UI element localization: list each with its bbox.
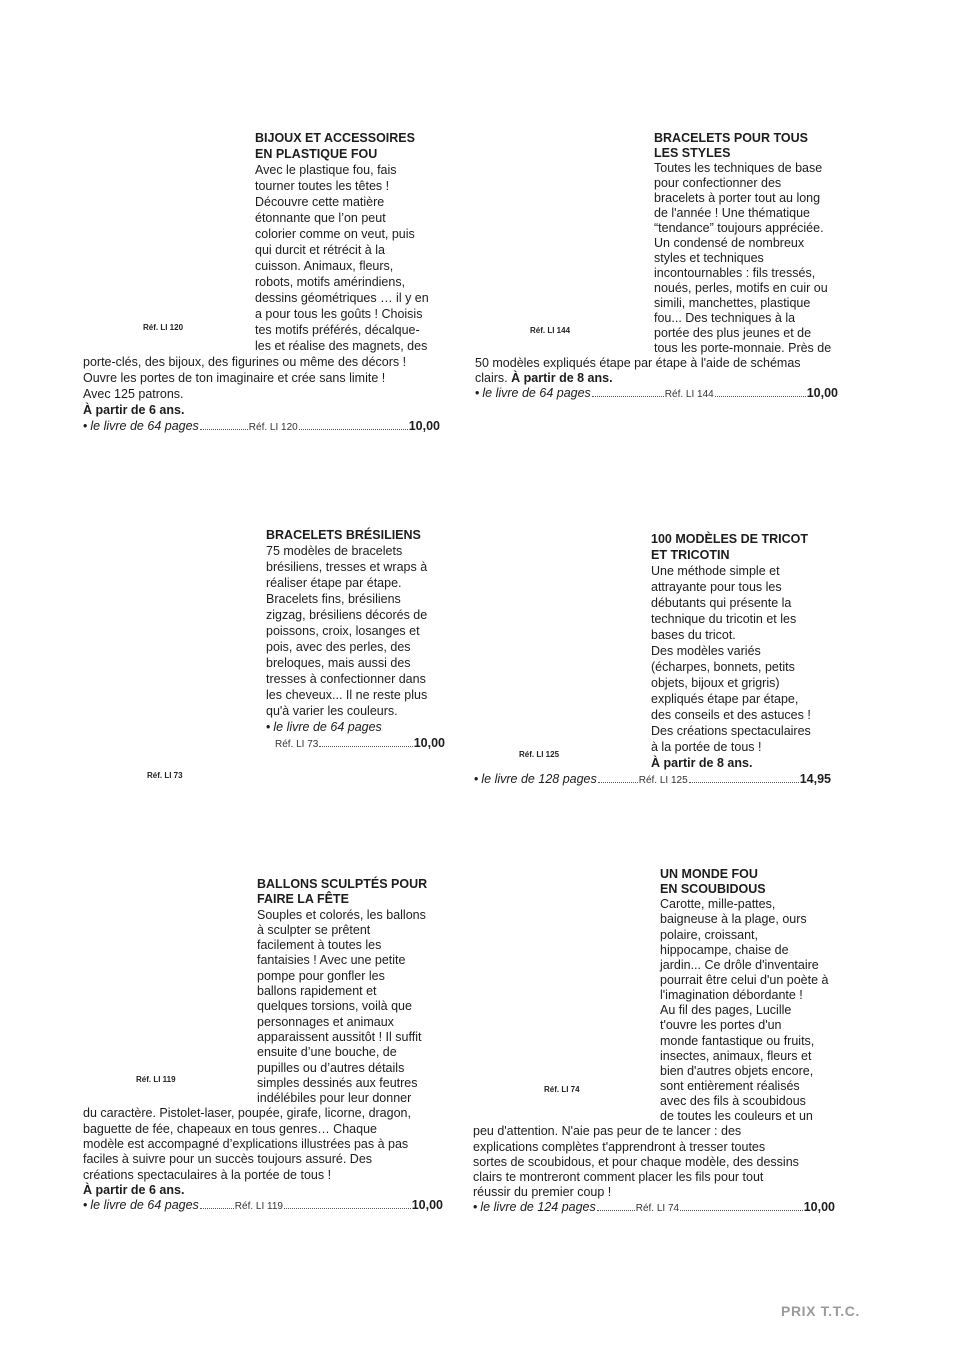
- description-line: portée des plus jeunes et de: [654, 326, 812, 340]
- description-line: breloques, mais aussi des: [266, 656, 411, 670]
- description-line: Toutes les techniques de base: [654, 161, 823, 175]
- description-line: (écharpes, bonnets, petits: [651, 660, 795, 674]
- description-line: à sculpter se prêtent: [257, 922, 371, 937]
- description-line: Une méthode simple et: [651, 564, 780, 578]
- dot-leader: [680, 1210, 803, 1211]
- age-range: À partir de 8 ans.: [511, 371, 613, 385]
- description-line: hippocampe, chaise de: [660, 942, 789, 957]
- description-line: personnages et animaux: [257, 1014, 394, 1029]
- bullet: •: [83, 419, 88, 433]
- book-format: le livre de 64 pages: [273, 720, 382, 734]
- description-line: quelques torsions, voilà que: [257, 999, 412, 1014]
- description-line: tourner toutes les têtes !: [255, 179, 390, 193]
- reference-code: Réf. LI 120: [248, 422, 298, 433]
- description-line: fou... Des techniques à la: [654, 311, 796, 325]
- description-line: Ouvre les portes de ton imaginaire et crée sans limite !: [83, 371, 386, 385]
- reference-code: Réf. LI 73: [275, 739, 319, 750]
- prices-incl-tax-note: PRIX T.T.C.: [781, 1303, 860, 1319]
- description-line: apparaissent aussitôt ! Il suffit: [257, 1029, 422, 1044]
- description-line: bien d'autres objets encore,: [660, 1063, 814, 1078]
- bullet: •: [266, 720, 271, 734]
- dot-leader: [715, 396, 806, 397]
- description-line: poissons, croix, losanges et: [266, 624, 420, 638]
- description-line: pois, avec des perles, des: [266, 640, 411, 654]
- description-line: baigneuse à la plage, ours: [660, 912, 807, 927]
- reference-code: Réf. LI 144: [664, 389, 714, 400]
- description-line: Avec 125 patrons.: [83, 387, 184, 401]
- product-title: EN PLASTIQUE FOU: [255, 147, 378, 161]
- description-line: noués, perles, motifs en cuir ou: [654, 281, 828, 295]
- dot-leader: [597, 1210, 635, 1211]
- age-range: À partir de 6 ans.: [83, 1182, 185, 1197]
- price-line: [83, 1198, 443, 1213]
- description-line: peu d'attention. N'aie pas peur de te lancer : des: [473, 1124, 742, 1139]
- description-line: sont entièrement réalisés: [660, 1078, 800, 1093]
- description-line: technique du tricotin et les: [651, 612, 797, 626]
- description-line: les et réalise des magnets, des: [255, 339, 428, 353]
- product-title: UN MONDE FOU: [660, 867, 758, 881]
- bullet: •: [474, 772, 479, 786]
- description-line: tes motifs préférés, décalque-: [255, 323, 420, 337]
- description-line: Des créations spectaculaires: [651, 724, 811, 738]
- price: 10,00: [411, 1198, 443, 1213]
- description-line: ensuite d’une bouche, de: [257, 1045, 397, 1060]
- description-line: Carotte, mille-pattes,: [660, 897, 776, 912]
- product-title: LES STYLES: [654, 146, 731, 160]
- book-format: le livre de 124 pages: [480, 1200, 596, 1215]
- product-monde-fou-scoubidous: [473, 867, 835, 1215]
- description-line: de toutes les couleurs et un: [660, 1109, 813, 1124]
- product-title: FAIRE LA FÊTE: [257, 892, 349, 907]
- dot-leader: [592, 396, 664, 397]
- price-line: [83, 418, 440, 434]
- description-line: tous les porte-monnaie. Près de: [654, 341, 832, 355]
- description-line: robots, motifs amérindiens,: [255, 275, 406, 289]
- age-range: À partir de 8 ans.: [651, 756, 753, 770]
- description-line: pourrait être celui d'un poète à: [660, 972, 829, 987]
- description-line: t'ouvre les portes d'un: [660, 1018, 782, 1033]
- image-ref-label: Réf. LI 74: [544, 1085, 580, 1094]
- description-line: réussir du premier coup !: [473, 1184, 612, 1199]
- product-title: BRACELETS POUR TOUS: [654, 131, 808, 145]
- description-line: réaliser étape par étape.: [266, 576, 402, 590]
- description-line: Bracelets fins, brésiliens: [266, 592, 401, 606]
- description-line: indélébiles pour leur donner: [257, 1091, 412, 1106]
- description-line: bases du tricot.: [651, 628, 736, 642]
- description-line: zigzag, brésiliens décorés de: [266, 608, 428, 622]
- description-line: Un condensé de nombreux: [654, 236, 805, 250]
- product-bijoux-plastique-fou: [83, 130, 440, 434]
- price: 10,00: [803, 1200, 835, 1215]
- description-line: tresses à confectionner dans: [266, 672, 426, 686]
- description-line: faciles à suivre pour un succès toujours assuré. Des: [83, 1152, 373, 1167]
- description-line: modèle est accompagné d’explications illustrées pas à pas: [83, 1137, 409, 1152]
- image-ref-label: Réf. LI 73: [147, 771, 183, 780]
- description-line: étonnante que l’on peut: [255, 211, 386, 225]
- book-format: le livre de 64 pages: [482, 386, 591, 400]
- description-line: jardin... Ce drôle d'inventaire: [660, 957, 819, 972]
- description-line: baguette de fée, chapeaux en tous genres… Chaque: [83, 1121, 377, 1136]
- description-line: des conseils et des astuces !: [651, 708, 811, 722]
- description-line: facilement à toutes les: [257, 938, 382, 953]
- dot-leader: [598, 782, 638, 783]
- description-line: incontournables : fils tressés,: [654, 266, 816, 280]
- description-line: attrayante pour tous les: [651, 580, 782, 594]
- dot-leader: [200, 429, 248, 430]
- description-line: objets, bijoux et grigris): [651, 676, 780, 690]
- description-line: du caractère. Pistolet-laser, poupée, girafe, licorne, dragon,: [83, 1106, 411, 1121]
- product-title: BALLONS SCULPTÉS POUR: [257, 877, 428, 891]
- price-line: [473, 1200, 835, 1215]
- price: 10,00: [806, 386, 838, 400]
- product-ballons-sculptes: [83, 877, 443, 1214]
- book-format: le livre de 64 pages: [90, 1198, 199, 1213]
- description-line: à la portée de tous !: [651, 740, 762, 754]
- description-line: pupilles ou d’autres détails: [257, 1060, 405, 1075]
- description-line: cuisson. Animaux, fleurs,: [255, 259, 394, 273]
- description-line: pour confectionner des: [654, 176, 782, 190]
- dot-leader: [689, 782, 799, 783]
- description-line: 50 modèles expliqués étape par étape à l'aide de schémas: [475, 356, 801, 370]
- product-title: EN SCOUBIDOUS: [660, 882, 766, 897]
- description-line: 75 modèles de bracelets: [266, 544, 403, 558]
- description-line: polaire, croissant,: [660, 927, 758, 942]
- description-line: bracelets à porter tout au long: [654, 191, 821, 205]
- description-line: brésiliens, tresses et wraps à: [266, 560, 428, 574]
- description-line: ballons rapidement et: [257, 984, 377, 999]
- description-text: clairs.: [475, 371, 508, 385]
- price-line: [474, 771, 831, 787]
- age-range: À partir de 6 ans.: [83, 403, 185, 417]
- description-line: Au fil des pages, Lucille: [660, 1003, 792, 1018]
- image-ref-label: Réf. LI 144: [530, 326, 571, 335]
- product-bracelets-tous-styles: [475, 131, 838, 401]
- dot-leader: [319, 746, 412, 747]
- description-line: sortes de scoubidous, et pour chaque modèle, des dessins: [473, 1154, 799, 1169]
- bullet: •: [473, 1200, 478, 1215]
- product-title: ET TRICOTIN: [651, 548, 730, 562]
- price: 10,00: [413, 736, 445, 750]
- price-line: [475, 386, 838, 401]
- bullet: •: [475, 386, 480, 400]
- book-format: le livre de 128 pages: [481, 772, 597, 786]
- description-line: insectes, animaux, fleurs et: [660, 1048, 812, 1063]
- description-line: porte-clés, des bijoux, des figurines ou même des décors !: [83, 355, 407, 369]
- description-line: avec des fils à scoubidous: [660, 1094, 806, 1109]
- reference-code: Réf. LI 125: [638, 775, 688, 786]
- price: 10,00: [408, 419, 440, 433]
- reference-code: Réf. LI 74: [635, 1203, 680, 1215]
- product-title: 100 MODÈLES DE TRICOT: [651, 532, 808, 546]
- description-line: simples dessinés aux feutres: [257, 1075, 418, 1090]
- description-line: dessins géométriques … il y en: [255, 291, 429, 305]
- description-line: a pour tous les goûts ! Choisis: [255, 307, 423, 321]
- description-line: créations spectaculaires à la portée de tous !: [83, 1167, 332, 1182]
- description-line: qu'à varier les couleurs.: [266, 704, 398, 718]
- dot-leader: [200, 1208, 234, 1209]
- description-line: clairs te montreront comment placer les fils pour tout: [473, 1169, 764, 1184]
- description-line: Avec le plastique fou, fais: [255, 163, 397, 177]
- description-line: styles et techniques: [654, 251, 764, 265]
- description-line: colorier comme on veut, puis: [255, 227, 415, 241]
- description-line: [475, 371, 838, 386]
- description-line: de l'année ! Une thématique: [654, 206, 810, 220]
- image-ref-label: Réf. LI 120: [143, 323, 184, 332]
- dot-leader: [299, 429, 408, 430]
- description-line: les cheveux... Il ne reste plus: [266, 688, 428, 702]
- book-format: le livre de 64 pages: [90, 419, 199, 433]
- reference-code: Réf. LI 119: [234, 1201, 283, 1213]
- format-line: [266, 719, 445, 735]
- product-bracelets-bresiliens: [266, 527, 445, 751]
- image-ref-label: Réf. LI 125: [519, 750, 560, 759]
- description-line: monde fantastique ou fruits,: [660, 1033, 815, 1048]
- description-line: Souples et colorés, les ballons: [257, 907, 426, 922]
- description-line: débutants qui présente la: [651, 596, 792, 610]
- image-ref-label: Réf. LI 119: [136, 1075, 176, 1084]
- product-title: BRACELETS BRÉSILIENS: [266, 528, 421, 542]
- dot-leader: [284, 1208, 411, 1209]
- description-line: explications complètes t'apprendront à tresser toutes: [473, 1139, 766, 1154]
- description-line: Découvre cette matière: [255, 195, 385, 209]
- description-line: “tendance” toujours appréciée.: [654, 221, 824, 235]
- description-line: simili, manchettes, plastique: [654, 296, 811, 310]
- product-tricot-tricotin: [474, 531, 831, 787]
- description-line: Des modèles variés: [651, 644, 761, 658]
- product-title: BIJOUX ET ACCESSOIRES: [255, 131, 415, 145]
- description-line: fantaisies ! Avec une petite: [257, 953, 406, 968]
- description-line: qui durcit et rétrécit à la: [255, 243, 385, 257]
- price: 14,95: [799, 772, 831, 786]
- bullet: •: [83, 1198, 88, 1213]
- description-line: expliqués étape par étape,: [651, 692, 799, 706]
- description-line: l'imagination débordante !: [660, 988, 803, 1003]
- price-line: [275, 735, 445, 751]
- description-line: pompe pour gonfler les: [257, 968, 385, 983]
